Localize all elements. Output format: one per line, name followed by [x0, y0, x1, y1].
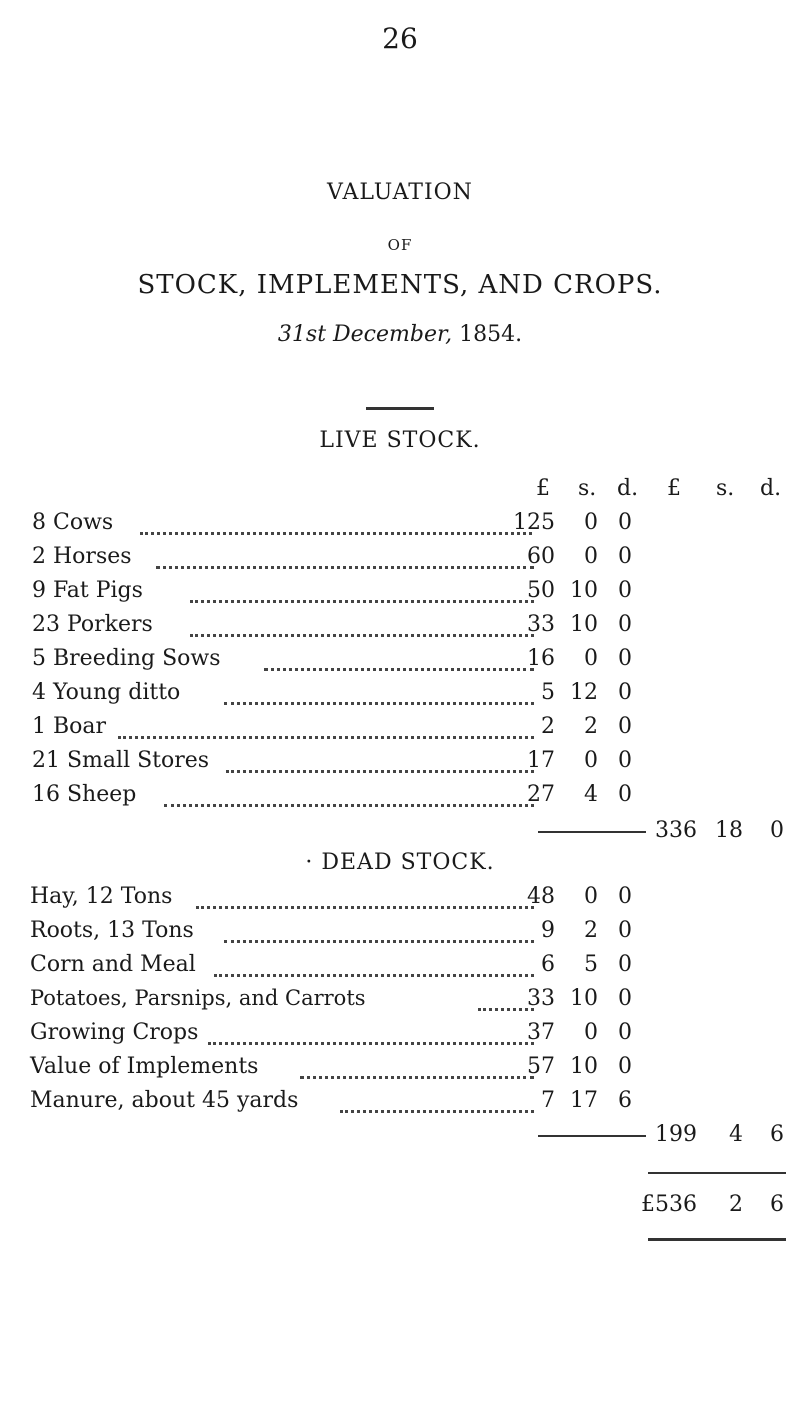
grand-total-pounds: £536	[641, 1192, 697, 1217]
list-item	[0, 918, 800, 952]
item-pence: 0	[618, 1020, 632, 1045]
total-pence: 0	[770, 818, 784, 843]
item-pounds: 27	[527, 782, 555, 807]
leader-dots	[300, 1076, 534, 1079]
total-pence: 6	[770, 1122, 784, 1147]
list-item	[0, 646, 800, 680]
list-item	[0, 578, 800, 612]
item-label: Roots, 13 Tons	[30, 918, 194, 943]
item-shillings: 0	[584, 1020, 598, 1045]
subtotal-rule-live	[538, 831, 646, 833]
item-pence: 6	[618, 1088, 632, 1113]
item-pence: 0	[618, 1054, 632, 1079]
item-pence: 0	[618, 748, 632, 773]
item-shillings: 17	[570, 1088, 598, 1113]
item-pence: 0	[618, 680, 632, 705]
leader-dots	[478, 1008, 534, 1011]
col-header-pence-2: d.	[760, 476, 782, 501]
leader-dots	[208, 1042, 534, 1045]
leader-dots	[190, 634, 534, 637]
item-pence: 0	[618, 782, 632, 807]
total-pounds: 336	[655, 818, 697, 843]
leader-dots	[224, 702, 534, 705]
list-item	[0, 544, 800, 578]
item-label: 8 Cows	[32, 510, 114, 535]
leader-dots	[164, 804, 534, 807]
item-pounds: 33	[527, 612, 555, 637]
item-shillings: 0	[584, 510, 598, 535]
item-label: Potatoes, Parsnips, and Carrots	[30, 986, 366, 1010]
item-label: 21 Small Stores	[32, 748, 210, 773]
item-pounds: 48	[527, 884, 555, 909]
leader-dots	[190, 600, 534, 603]
grand-total-rule-top	[648, 1172, 786, 1174]
leader-dots	[140, 532, 532, 535]
item-shillings: 10	[570, 612, 598, 637]
item-pence: 0	[618, 578, 632, 603]
col-header-shillings-2: s.	[716, 476, 735, 501]
item-shillings: 10	[570, 1054, 598, 1079]
item-pence: 0	[618, 884, 632, 909]
list-item	[0, 1054, 800, 1088]
list-item	[0, 1088, 800, 1122]
title-main: STOCK, IMPLEMENTS, AND CROPS.	[137, 270, 663, 300]
leader-dots	[226, 770, 534, 773]
list-item	[0, 884, 800, 918]
total-pounds: 199	[655, 1122, 697, 1147]
item-label: 2 Horses	[32, 544, 132, 569]
col-header-pounds-2: £	[667, 476, 681, 501]
col-header-shillings-1: s.	[578, 476, 597, 501]
item-shillings: 0	[584, 646, 598, 671]
list-item	[0, 612, 800, 646]
leader-dots	[118, 736, 534, 739]
item-shillings: 2	[584, 918, 598, 943]
item-pounds: 125	[513, 510, 555, 535]
list-item	[0, 510, 800, 544]
leader-dots	[214, 974, 534, 977]
item-shillings: 0	[584, 544, 598, 569]
item-shillings: 0	[584, 748, 598, 773]
list-item	[0, 952, 800, 986]
item-label: 23 Porkers	[32, 612, 153, 637]
item-shillings: 12	[570, 680, 598, 705]
item-label: 4 Young ditto	[32, 680, 181, 705]
list-item	[0, 680, 800, 714]
item-label: 1 Boar	[32, 714, 107, 739]
item-pounds: 2	[541, 714, 555, 739]
item-pounds: 60	[527, 544, 555, 569]
item-shillings: 5	[584, 952, 598, 977]
leader-dots	[196, 906, 534, 909]
item-shillings: 2	[584, 714, 598, 739]
subtotal-rule-dead	[538, 1135, 646, 1137]
item-pounds: 7	[541, 1088, 555, 1113]
date-day: 31st December,	[277, 322, 453, 347]
item-pounds: 5	[541, 680, 555, 705]
page-number: 26	[382, 22, 418, 55]
leader-dots	[224, 940, 534, 943]
item-shillings: 10	[570, 578, 598, 603]
item-pence: 0	[618, 714, 632, 739]
item-shillings: 4	[584, 782, 598, 807]
total-shillings: 18	[715, 818, 743, 843]
list-item	[0, 782, 800, 816]
item-pounds: 17	[527, 748, 555, 773]
total-shillings: 4	[729, 1122, 743, 1147]
list-item	[0, 714, 800, 748]
live-stock-heading: LIVE STOCK.	[319, 428, 481, 453]
leader-dots	[264, 668, 534, 671]
title-of: OF	[387, 236, 413, 254]
title-valuation: VALUATION	[327, 180, 473, 205]
col-header-pounds-1: £	[536, 476, 550, 501]
list-item	[0, 986, 800, 1020]
item-label: Growing Crops	[30, 1020, 199, 1045]
item-pence: 0	[618, 544, 632, 569]
grand-total-pence: 6	[770, 1192, 784, 1217]
grand-total-shillings: 2	[729, 1192, 743, 1217]
item-label: Hay, 12 Tons	[30, 884, 173, 909]
item-label: 16 Sheep	[32, 782, 137, 807]
title-date	[0, 322, 800, 347]
item-pence: 0	[618, 646, 632, 671]
item-pounds: 50	[527, 578, 555, 603]
item-label: Value of Implements	[30, 1054, 259, 1079]
list-item	[0, 1020, 800, 1054]
title-rule	[366, 407, 434, 410]
item-pounds: 37	[527, 1020, 555, 1045]
list-item	[0, 748, 800, 782]
leader-dots	[340, 1110, 534, 1113]
item-pounds: 57	[527, 1054, 555, 1079]
item-label: 9 Fat Pigs	[32, 578, 143, 603]
item-label: 5 Breeding Sows	[32, 646, 221, 671]
item-shillings: 0	[584, 884, 598, 909]
item-pence: 0	[618, 918, 632, 943]
item-pounds: 33	[527, 986, 555, 1011]
item-shillings: 10	[570, 986, 598, 1011]
item-pounds: 16	[527, 646, 555, 671]
item-pence: 0	[618, 986, 632, 1011]
item-pence: 0	[618, 510, 632, 535]
item-label: Manure, about 45 yards	[30, 1088, 299, 1113]
item-pence: 0	[618, 952, 632, 977]
item-label: Corn and Meal	[30, 952, 196, 977]
col-header-pence-1: d.	[617, 476, 639, 501]
date-year: 1854.	[459, 322, 523, 347]
item-pence: 0	[618, 612, 632, 637]
leader-dots	[156, 566, 534, 569]
item-pounds: 9	[541, 918, 555, 943]
item-pounds: 6	[541, 952, 555, 977]
grand-total-rule-bottom	[648, 1238, 786, 1241]
dead-stock-heading: · DEAD STOCK.	[305, 850, 495, 875]
